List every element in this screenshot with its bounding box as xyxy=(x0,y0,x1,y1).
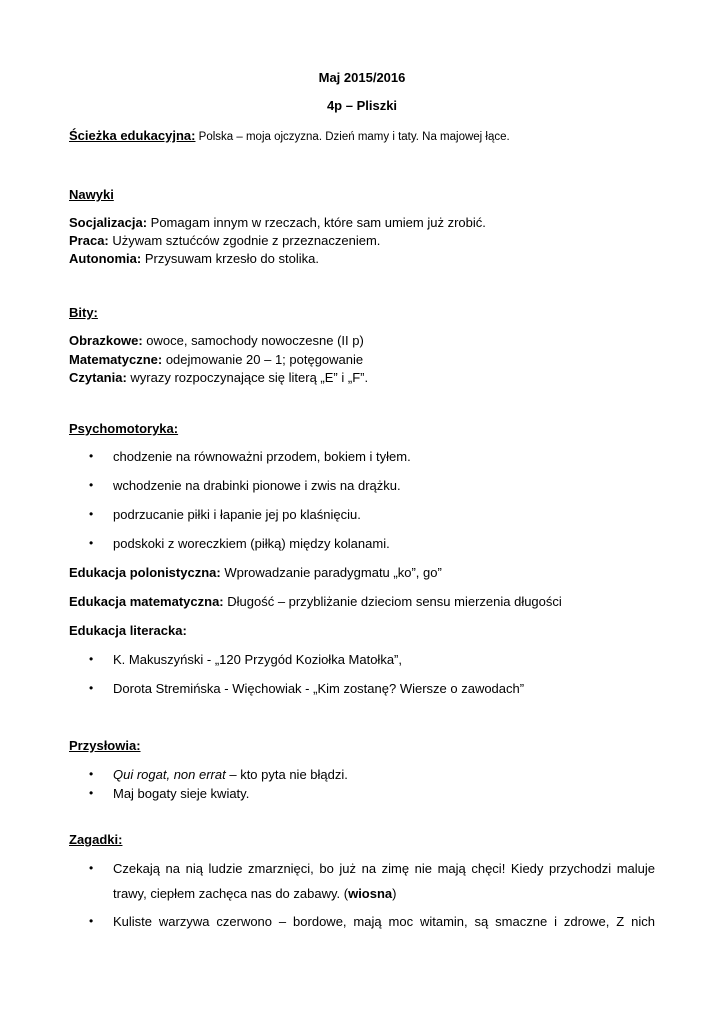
bits-picture xyxy=(69,333,364,348)
bits-text: owoce, samochody nowoczesne (II p) xyxy=(142,333,364,348)
habit-work xyxy=(69,233,380,248)
riddles-heading: Zagadki: xyxy=(69,832,123,847)
habit-autonomy xyxy=(69,251,319,266)
habit-label: Autonomia: xyxy=(69,251,142,266)
habit-text: Używam sztućców zgodnie z przeznaczeniem. xyxy=(108,233,381,248)
habit-label: Socjalizacja: xyxy=(69,215,148,230)
bits-label: Obrazkowe: xyxy=(69,333,143,348)
bits-math xyxy=(69,352,363,367)
habits-heading: Nawyki xyxy=(69,187,114,202)
riddle-answer: wiosna xyxy=(348,886,393,901)
bullet-icon: • xyxy=(89,478,94,492)
educational-path xyxy=(69,128,510,143)
list-item: K. Makuszyński - „120 Przygód Koziołka Matołka”, xyxy=(113,652,402,667)
habit-socialization xyxy=(69,215,486,230)
bullet-icon: • xyxy=(89,507,94,521)
math-education-text: Długość – przybliżanie dzieciom sensu mierzenia długości xyxy=(223,594,562,609)
polish-education-label: Edukacja polonistyczna: xyxy=(69,565,221,580)
habit-text: Przysuwam krzesło do stolika. xyxy=(141,251,319,266)
list-item: podskoki z woreczkiem (piłką) między kolanami. xyxy=(113,536,390,551)
bullet-icon: • xyxy=(89,652,94,666)
bits-label: Matematyczne: xyxy=(69,352,163,367)
habit-label: Praca: xyxy=(69,233,109,248)
bullet-icon: • xyxy=(89,681,94,695)
riddle-line: Czekają na nią ludzie zmarznięci, bo już na zimę nie mają chęci! Kiedy przychodzi maluje xyxy=(113,861,655,876)
bullet-icon: • xyxy=(89,786,94,800)
educational-path-text: Polska – moja ojczyzna. Dzień mamy i taty. Na majowej łące. xyxy=(195,131,510,143)
list-item: Dorota Stremińska - Więchowiak - „Kim zostanę? Wiersze o zawodach” xyxy=(113,681,525,696)
bits-heading: Bity: xyxy=(69,305,98,320)
list-item: podrzucanie piłki i łapanie jej po klaśnięciu. xyxy=(113,507,361,522)
bits-text: odejmowanie 20 – 1; potęgowanie xyxy=(162,352,364,367)
educational-path-label: Ścieżka edukacyjna: xyxy=(69,128,196,143)
bullet-icon: • xyxy=(89,449,94,463)
document-title: Maj 2015/2016 xyxy=(318,70,406,85)
group-name: 4p – Pliszki xyxy=(326,98,398,113)
riddle-text: trawy, ciepłem zachęca nas do zabawy. ( xyxy=(113,886,349,901)
riddle-line: Kuliste warzywa czerwono – bordowe, mają moc witamin, są smaczne i zdrowe, Z nich xyxy=(113,914,655,929)
polish-education xyxy=(69,565,442,580)
bullet-icon: • xyxy=(89,914,94,928)
psychomotor-heading: Psychomotoryka: xyxy=(69,421,179,436)
proverb-text: – kto pyta nie błądzi. xyxy=(225,767,348,782)
proverb-item xyxy=(113,767,348,782)
literary-education-label: Edukacja literacka: xyxy=(69,623,187,638)
proverb-latin: Qui rogat, non errat xyxy=(113,767,226,782)
bits-text: wyrazy rozpoczynające się literą „E” i „F”. xyxy=(126,370,369,385)
bits-reading xyxy=(69,370,368,385)
riddle-line xyxy=(113,886,397,901)
habit-text: Pomagam innym w rzeczach, które sam umiem już zrobić. xyxy=(147,215,486,230)
bullet-icon: • xyxy=(89,767,94,781)
proverb-text: Maj bogaty sieje kwiaty. xyxy=(113,786,250,801)
math-education-label: Edukacja matematyczna: xyxy=(69,594,224,609)
bullet-icon: • xyxy=(89,536,94,550)
list-item: wchodzenie na drabinki pionowe i zwis na drążku. xyxy=(113,478,401,493)
riddle-text-end: ) xyxy=(392,886,397,901)
math-education xyxy=(69,594,562,609)
bits-label: Czytania: xyxy=(69,370,127,385)
proverbs-heading: Przysłowia: xyxy=(69,738,141,753)
bullet-icon: • xyxy=(89,861,94,875)
proverb-item xyxy=(113,786,249,801)
polish-education-text: Wprowadzanie paradygmatu „ko”, go” xyxy=(220,565,442,580)
literary-education xyxy=(69,623,187,638)
list-item: chodzenie na równoważni przodem, bokiem i tyłem. xyxy=(113,449,411,464)
